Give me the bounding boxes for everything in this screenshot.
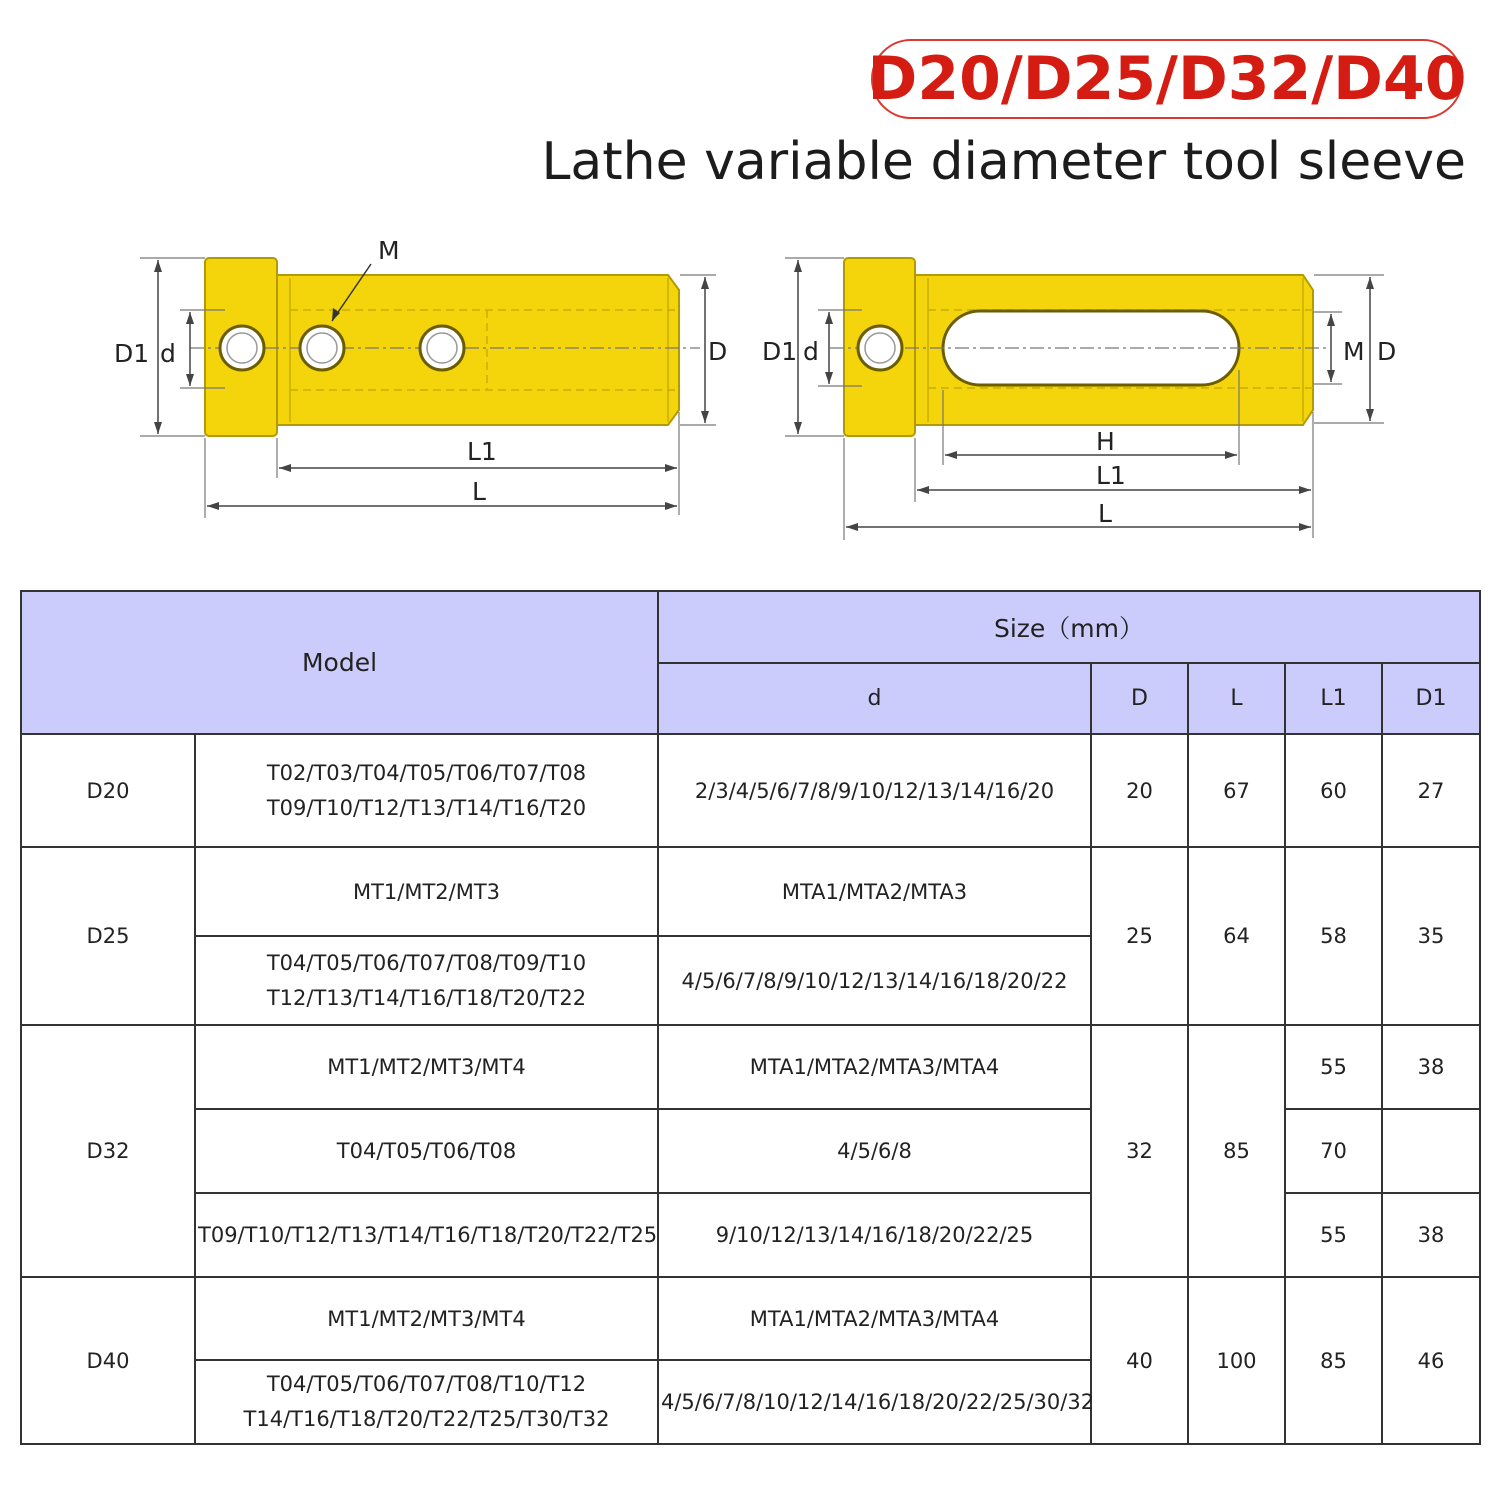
col-header-D1: D1 [1382, 663, 1480, 734]
D-cell: 25 [1091, 847, 1188, 1025]
table-row [21, 1025, 1480, 1109]
right-label-d: d [803, 337, 819, 366]
d-cell: MTA1/MTA2/MTA3/MTA4 [658, 1025, 1091, 1109]
left-screw-hole-3 [420, 326, 464, 370]
right-label-m: M [1343, 337, 1365, 366]
L-cell: 64 [1188, 847, 1285, 1025]
size-header: Size（mm） [658, 591, 1480, 663]
right-label-l: L [1098, 499, 1112, 528]
table-header-row [21, 591, 1480, 663]
series-badge-text: D20/D25/D32/D40 [867, 44, 1467, 114]
models-cell: T02/T03/T04/T05/T06/T07/T08 T09/T10/T12/T13/T14/T16/T20 [195, 734, 658, 847]
right-label-h: H [1096, 427, 1115, 456]
d-cell: MTA1/MTA2/MTA3 [658, 847, 1091, 936]
L1-cell: 70 [1285, 1109, 1382, 1193]
table-row [21, 1277, 1480, 1360]
spec-table [20, 590, 1481, 1445]
models-cell: T04/T05/T06/T07/T08/T10/T12 T14/T16/T18/T20/T22/T25/T30/T32 [195, 1360, 658, 1444]
D1-cell [1382, 1109, 1480, 1193]
models-cell: MT1/MT2/MT3/MT4 [195, 1277, 658, 1360]
D1-cell: 38 [1382, 1193, 1480, 1277]
left-label-m: M [378, 236, 400, 265]
D1-cell: 35 [1382, 847, 1480, 1025]
left-label-d1: D1 [114, 339, 150, 368]
col-header-D: D [1091, 663, 1188, 734]
L-cell: 67 [1188, 734, 1285, 847]
drawing-right [762, 258, 1396, 540]
table-row [21, 734, 1480, 847]
models-cell: MT1/MT2/MT3 [195, 847, 658, 936]
L1-cell: 85 [1285, 1277, 1382, 1444]
models-cell: T04/T05/T06/T07/T08/T09/T10 T12/T13/T14/T16/T18/T20/T22 [195, 936, 658, 1025]
col-header-L1: L1 [1285, 663, 1382, 734]
D-cell: 20 [1091, 734, 1188, 847]
d-cell: 2/3/4/5/6/7/8/9/10/12/13/14/16/20 [658, 734, 1091, 847]
table-row [21, 847, 1480, 936]
D1-cell: 38 [1382, 1025, 1480, 1109]
models-cell: T04/T05/T06/T08 [195, 1109, 658, 1193]
group-d20: D20 [21, 734, 195, 847]
d-cell: 9/10/12/13/14/16/18/20/22/25 [658, 1193, 1091, 1277]
left-label-l: L [472, 477, 486, 506]
models-cell: T09/T10/T12/T13/T14/T16/T18/T20/T22/T25 [195, 1193, 658, 1277]
left-label-l1: L1 [467, 437, 497, 466]
col-header-L: L [1188, 663, 1285, 734]
L1-cell: 60 [1285, 734, 1382, 847]
product-title: Lathe variable diameter tool sleeve [541, 132, 1466, 192]
series-badge [867, 39, 1467, 119]
L1-cell: 55 [1285, 1193, 1382, 1277]
d-cell: 4/5/6/8 [658, 1109, 1091, 1193]
group-d40: D40 [21, 1277, 195, 1444]
model-header: Model [21, 591, 658, 734]
right-label-d1: D1 [762, 337, 798, 366]
L1-cell: 55 [1285, 1025, 1382, 1109]
d-cell: 4/5/6/7/8/10/12/14/16/18/20/22/25/30/32 [658, 1360, 1091, 1444]
d-cell: 4/5/6/7/8/9/10/12/13/14/16/18/20/22 [658, 936, 1091, 1025]
D-cell: 40 [1091, 1277, 1188, 1444]
group-d25: D25 [21, 847, 195, 1025]
right-label-l1: L1 [1096, 461, 1126, 490]
L1-cell: 58 [1285, 847, 1382, 1025]
d-cell: MTA1/MTA2/MTA3/MTA4 [658, 1277, 1091, 1360]
left-screw-hole-1 [220, 326, 264, 370]
L-cell: 100 [1188, 1277, 1285, 1444]
group-d32: D32 [21, 1025, 195, 1277]
L-cell: 85 [1188, 1025, 1285, 1277]
right-label-D: D [1377, 337, 1397, 366]
left-label-d: d [160, 339, 176, 368]
D1-cell: 46 [1382, 1277, 1480, 1444]
left-screw-hole-2 [300, 326, 344, 370]
models-cell: MT1/MT2/MT3/MT4 [195, 1025, 658, 1109]
technical-drawing [0, 220, 1500, 560]
D-cell: 32 [1091, 1025, 1188, 1277]
col-header-d: d [658, 663, 1091, 734]
drawing-left [114, 236, 727, 518]
left-label-D: D [708, 337, 728, 366]
right-screw-hole [858, 326, 902, 370]
D1-cell: 27 [1382, 734, 1480, 847]
